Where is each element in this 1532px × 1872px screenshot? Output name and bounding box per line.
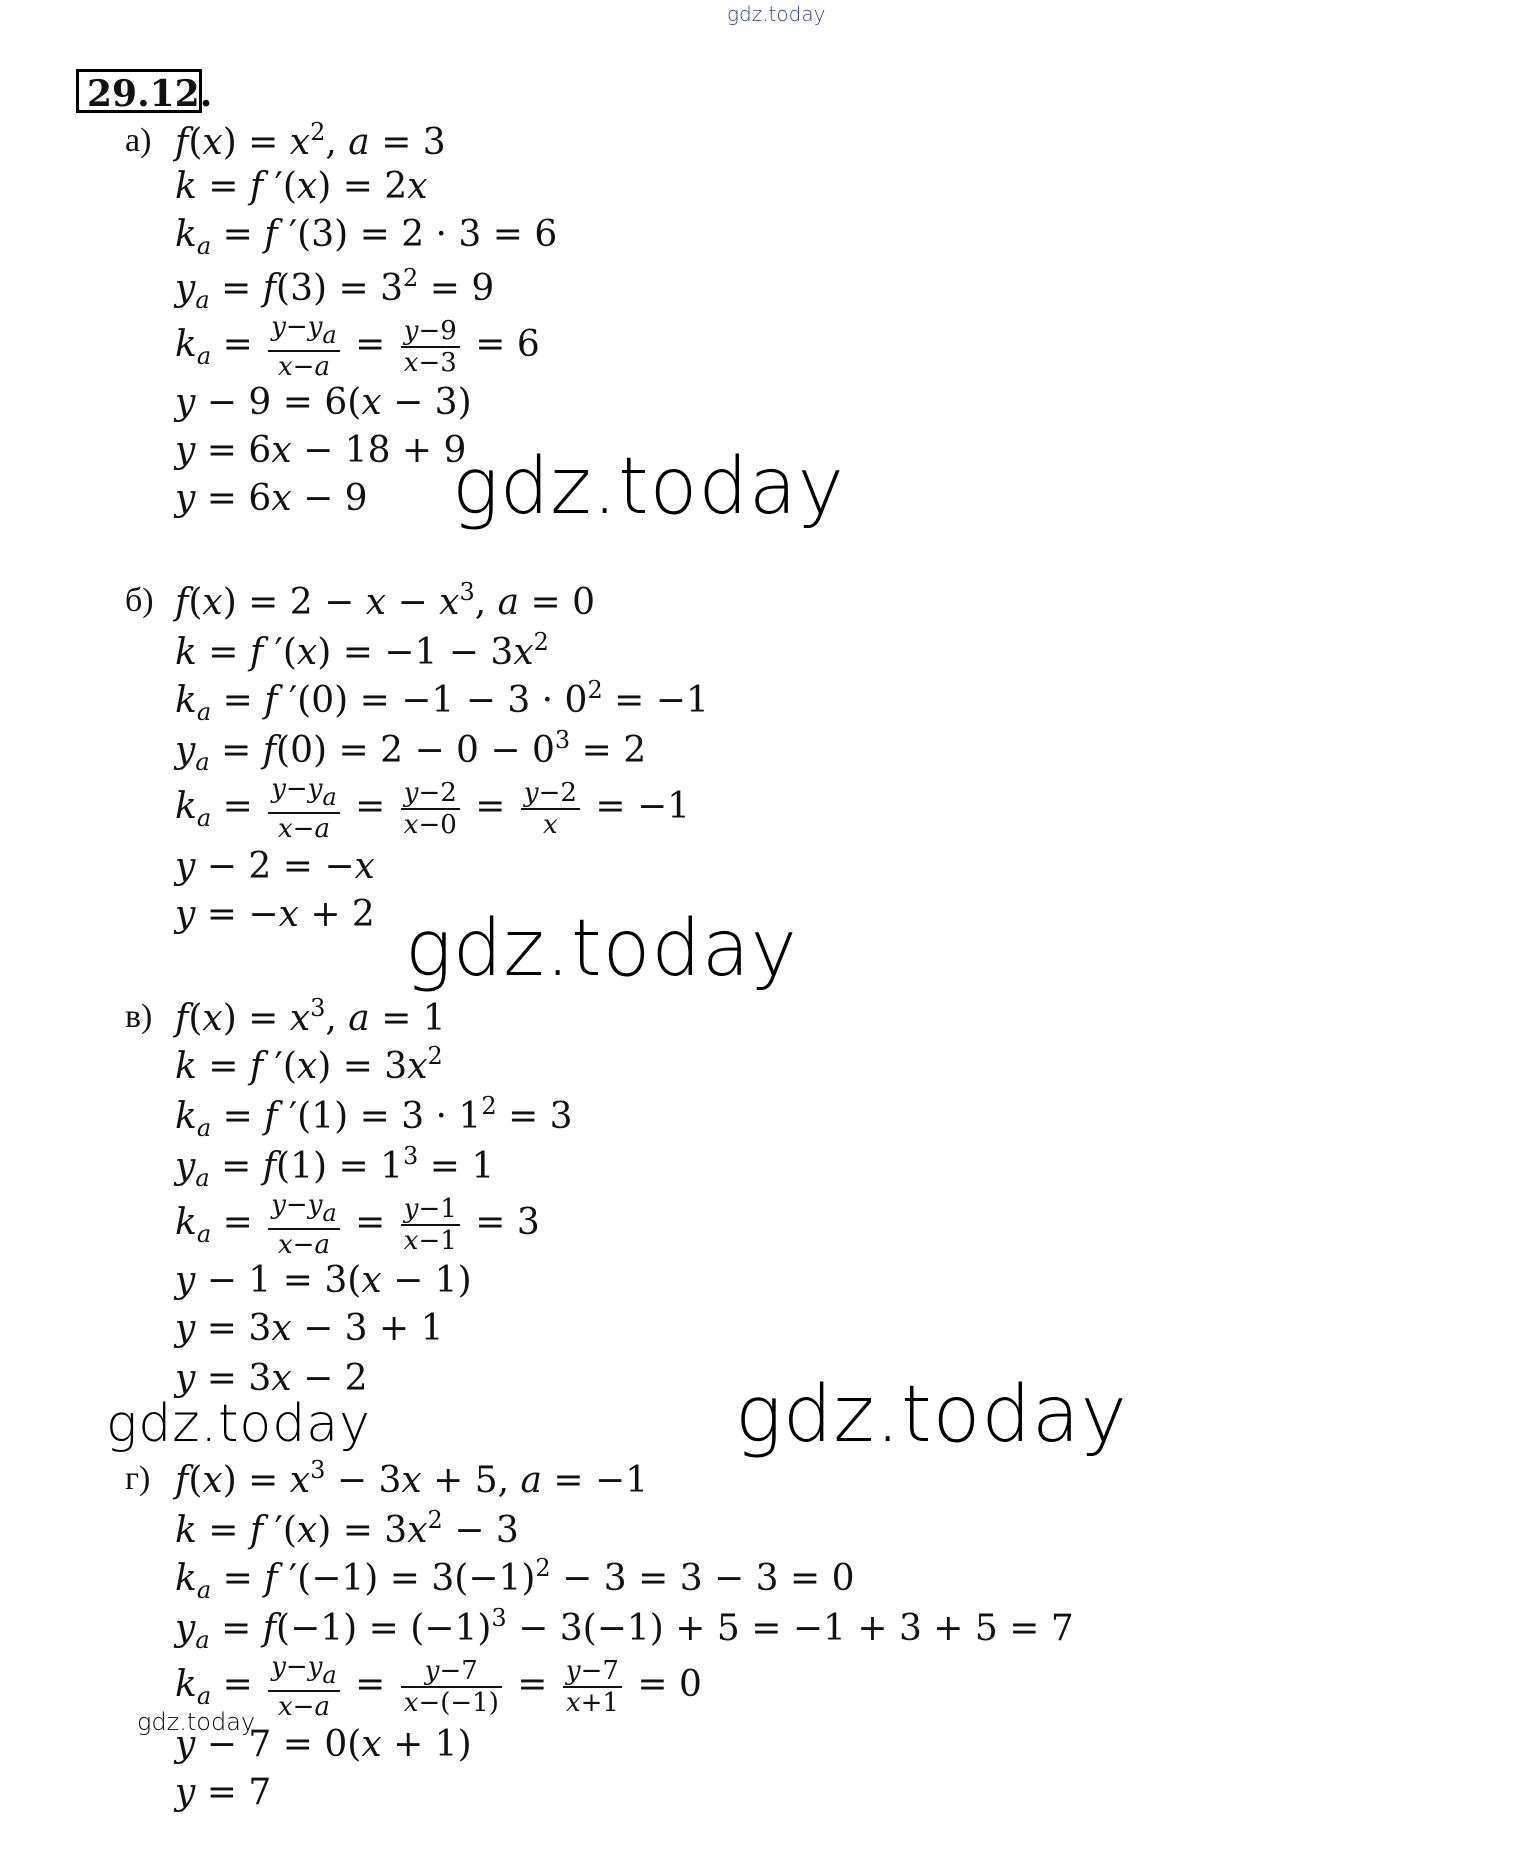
part-c-line-8: y = 3x − 2 [175,1358,368,1399]
part-b-line-5: $k_a$ = $\frac{y-y_a}{x-a}$ = $\frac{y-2}{x-0}$ = $\frac{y-2}{x}$ = −1 [175,774,691,844]
part-c-line-2: k = f $'(x) = 3x^2$ [175,1042,443,1087]
part-c-line-4: $y_a = f(1) = 1^3 = 1$ [175,1142,495,1192]
part-b-line-6: y − 2 = −x [175,846,375,887]
part-a-line-7: y = 6x − 18 + 9 [175,430,467,471]
part-d-label: г) [125,1460,151,1497]
part-b-line-2: k = f $'(x) = -1 - 3x^2$ [175,628,549,673]
part-d-line-3: $k_a = f$ $'(-1) = 3(-1)^2 - 3 = 3 - 3 = 0$ [175,1554,855,1604]
watermark-a: gdz.today [452,442,845,532]
part-b-label: б) [125,582,154,619]
part-a-line-6: y − 9 = 6(x − 3) [175,382,472,423]
part-c-line-5: $k_a$ = $\frac{y-y_a}{x-a}$ = $\frac{y-1}{x-1}$ = 3 [175,1190,540,1260]
part-c-line-3: $k_a = f$ $'(1) = 3 \cdot 1^2 = 3$ [175,1092,573,1142]
part-b-line-7: y = −x + 2 [175,894,375,935]
part-c-line-1: $f(x) = x^3$, a = 1 [175,994,446,1039]
part-a-line-5: $k_a$ = $\frac{y-y_a}{x-a}$ = $\frac{y-9}{x-3}$ = 6 [175,312,540,382]
part-d-line-7: y = 7 [175,1772,272,1813]
part-b-line-4: $y_a = f(0) = 2 - 0 - 0^3 = 2$ [175,726,647,776]
part-a-label: а) [125,122,152,159]
part-d-line-4: $y_a = f(-1) = (-1)^3 - 3(-1) + 5 = -1 + 3 + 5 = 7$ [175,1604,1074,1654]
part-d-line-5: $k_a$ = $\frac{y-y_a}{x-a}$ = $\frac{y-7}{x-(-1)}$ = $\frac{y-7}{x+1}$ = 0 [175,1652,702,1722]
part-d-line-6: y − 7 = 0(x + 1) [175,1724,472,1765]
watermark-c-left: gdz.today [106,1394,371,1454]
part-c-line-6: y − 1 = 3(x − 1) [175,1260,472,1301]
watermark-top: gdz.today [727,2,826,26]
part-a-line-2: k = f ′(x) = 2x [175,166,428,207]
part-a-line-3: $k_a = f$ ′(3) = 2 · 3 = 6 [175,214,558,260]
problem-number: 29.12. [76,69,202,113]
part-d-line-1: $f(x) = x^3 - 3x + 5$, a = −1 [175,1456,649,1501]
watermark-b: gdz.today [405,904,798,994]
part-d-line-2: k = f $'(x) = 3x^2 - 3$ [175,1506,519,1551]
part-c-label: в) [125,998,153,1035]
watermark-c-right: gdz.today [735,1370,1128,1460]
part-b-line-1: $f(x) = 2 - x - x^3$, a = 0 [175,578,596,623]
part-c-line-7: y = 3x − 3 + 1 [175,1308,444,1349]
part-b-line-3: $k_a = f$ $'(0) = -1 - 3 \cdot 0^2 = -1$ [175,676,709,726]
part-a-line-1: $f(x) = x^2$, a = 3 [175,118,446,163]
watermark-d-small: gdz.today [137,1708,256,1736]
part-a-line-4: $y_a = f(3) = 3^2 = 9$ [175,264,495,314]
part-a-line-8: y = 6x − 9 [175,478,368,519]
